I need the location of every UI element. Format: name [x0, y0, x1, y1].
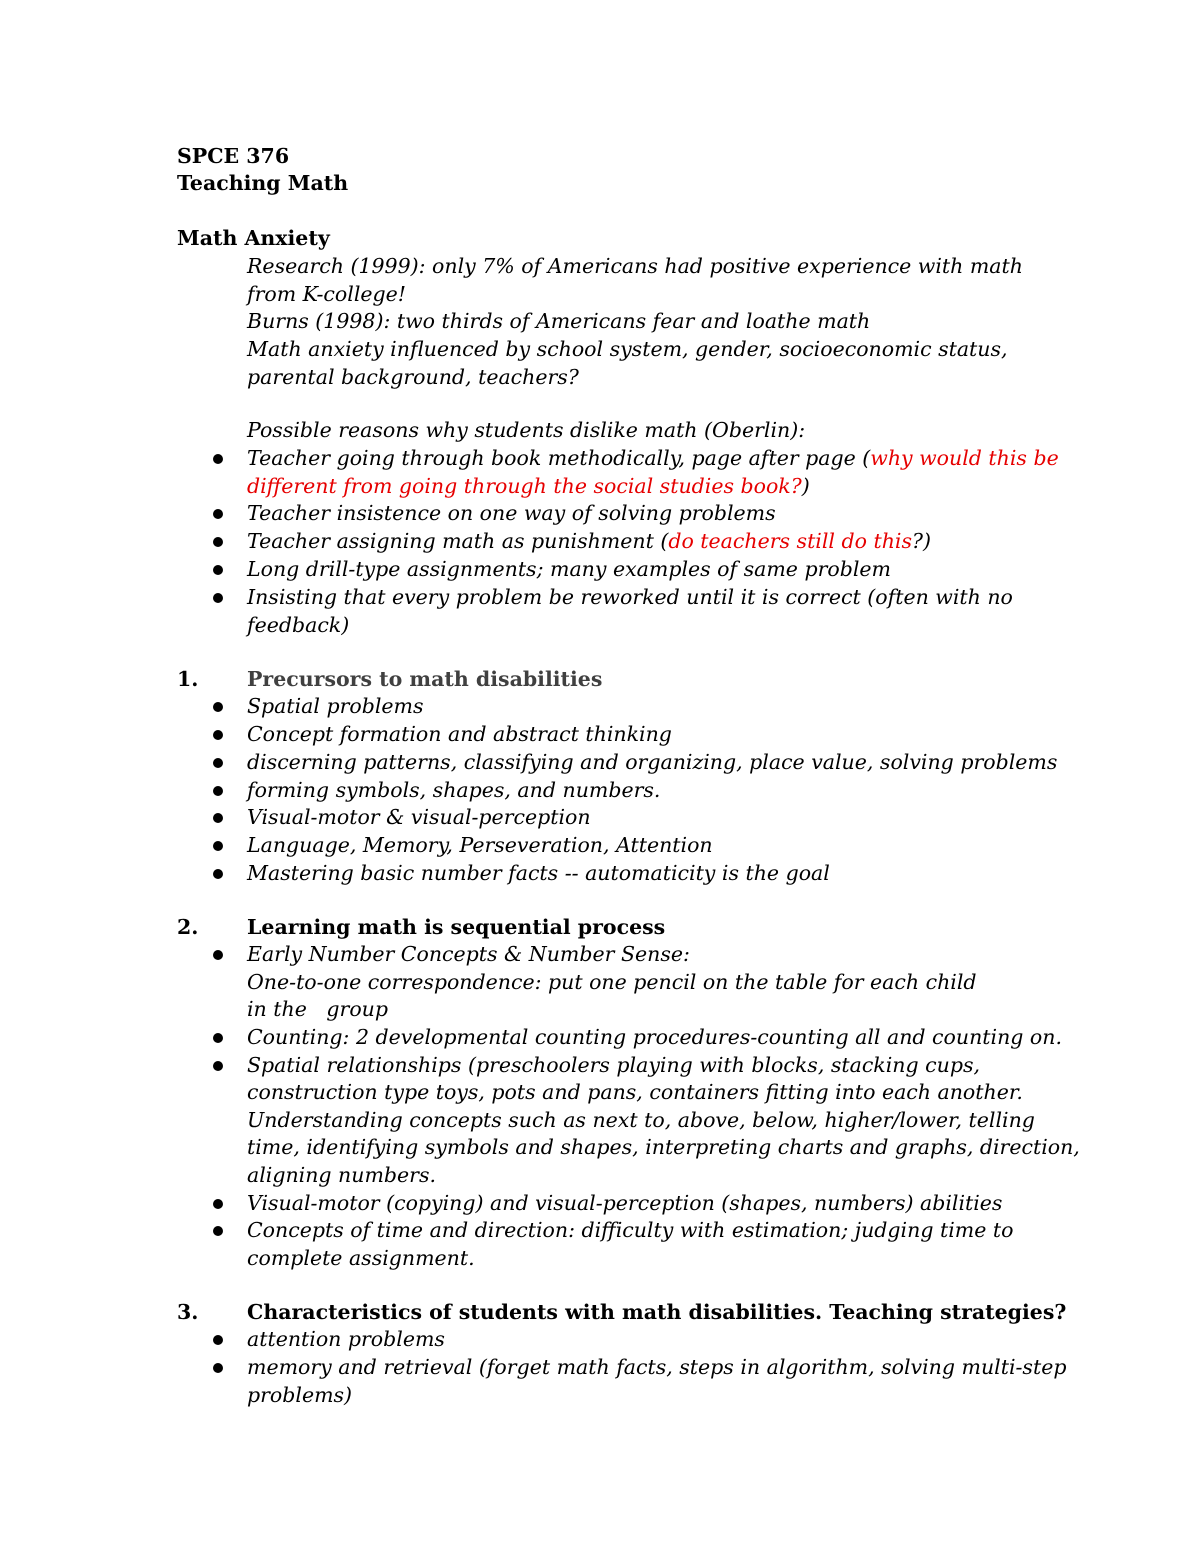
- section-heading: Characteristics of students with math disabilities. Teaching strategies?: [247, 1300, 1067, 1324]
- bullet-icon: [213, 950, 223, 960]
- list-item: Counting: 2 developmental counting procedures-counting all and counting on.: [247, 1025, 1062, 1049]
- list-item-continued: in the group: [247, 997, 388, 1021]
- list-item: Visual-motor (copying) and visual-perception (shapes, numbers) abilities: [247, 1191, 1003, 1215]
- list-item: attention problems: [247, 1327, 445, 1351]
- list-item: Early Number Concepts & Number Sense:: [247, 942, 690, 966]
- bullet-icon: [213, 1335, 223, 1345]
- list-item: forming symbols, shapes, and numbers.: [247, 778, 661, 802]
- bullet-icon: [213, 841, 223, 851]
- list-item-continued: problems): [247, 1383, 353, 1407]
- list-item: memory and retrieval (forget math facts, steps in algorithm, solving multi-step: [247, 1355, 1067, 1379]
- bullet-icon: [213, 509, 223, 519]
- reason-item-continued: different from going through the social studies book?): [247, 474, 810, 498]
- list-item: Language, Memory, Perseveration, Attention: [247, 833, 713, 857]
- list-item: Concepts of time and direction: difficulty with estimation; judging time to: [247, 1218, 1014, 1242]
- list-item: Concept formation and abstract thinking: [247, 722, 672, 746]
- bullet-icon: [213, 454, 223, 464]
- section-number: 3.: [177, 1300, 199, 1324]
- bullet-icon: [213, 537, 223, 547]
- anxiety-line: Math anxiety influenced by school system, gender, socioeconomic status,: [247, 337, 1008, 361]
- math-anxiety-heading: Math Anxiety: [177, 226, 330, 250]
- reason-item: Long drill-type assignments; many examples of same problem: [247, 557, 891, 581]
- bullet-icon: [213, 702, 223, 712]
- list-item-continued: construction type toys, pots and pans, containers fitting into each another.: [247, 1080, 1023, 1104]
- course-title: Teaching Math: [177, 171, 349, 195]
- section-number: 2.: [177, 915, 199, 939]
- bullet-icon: [213, 593, 223, 603]
- anxiety-line: from K-college!: [247, 282, 406, 306]
- bullet-icon: [213, 1199, 223, 1209]
- bullet-icon: [213, 1226, 223, 1236]
- list-item-continued: time, identifying symbols and shapes, interpreting charts and graphs, direction,: [247, 1135, 1080, 1159]
- section-heading: Precursors to math disabilities: [247, 667, 603, 691]
- bullet-icon: [213, 1363, 223, 1373]
- anxiety-line: Research (1999): only 7% of Americans had positive experience with math: [247, 254, 1023, 278]
- list-item: Spatial relationships (preschoolers playing with blocks, stacking cups,: [247, 1053, 980, 1077]
- reason-item: Insisting that every problem be reworked until it is correct (often with no: [247, 585, 1013, 609]
- bullet-icon: [213, 730, 223, 740]
- anxiety-line: Burns (1998): two thirds of Americans fear and loathe math: [247, 309, 871, 333]
- list-item: Spatial problems: [247, 694, 424, 718]
- section-heading: Learning math is sequential process: [247, 915, 666, 939]
- bullet-icon: [213, 869, 223, 879]
- list-item: Mastering basic number facts -- automaticity is the goal: [247, 861, 830, 885]
- reason-item-continued: feedback): [247, 613, 350, 637]
- course-code: SPCE 376: [177, 144, 290, 168]
- bullet-icon: [213, 1033, 223, 1043]
- reason-item: Teacher going through book methodically, page after page (why would this be: [247, 446, 1059, 470]
- list-item-continued: Understanding concepts such as next to, above, below, higher/lower, telling: [247, 1108, 1035, 1132]
- list-item-continued: One-to-one correspondence: put one pencil on the table for each child: [247, 970, 977, 994]
- list-item-continued: aligning numbers.: [247, 1163, 436, 1187]
- bullet-icon: [213, 1061, 223, 1071]
- reason-item: Teacher insistence on one way of solving problems: [247, 501, 776, 525]
- list-item-continued: complete assignment.: [247, 1246, 475, 1270]
- bullet-icon: [213, 786, 223, 796]
- bullet-icon: [213, 758, 223, 768]
- reason-item: Teacher assigning math as punishment (do teachers still do this?): [247, 529, 931, 553]
- bullet-icon: [213, 813, 223, 823]
- section-number: 1.: [177, 667, 199, 691]
- anxiety-line: parental background, teachers?: [247, 365, 579, 389]
- bullet-icon: [213, 565, 223, 575]
- reasons-intro: Possible reasons why students dislike math (Oberlin):: [247, 418, 806, 442]
- list-item: Visual-motor & visual-perception: [247, 805, 591, 829]
- list-item: discerning patterns, classifying and organizing, place value, solving problems: [247, 750, 1058, 774]
